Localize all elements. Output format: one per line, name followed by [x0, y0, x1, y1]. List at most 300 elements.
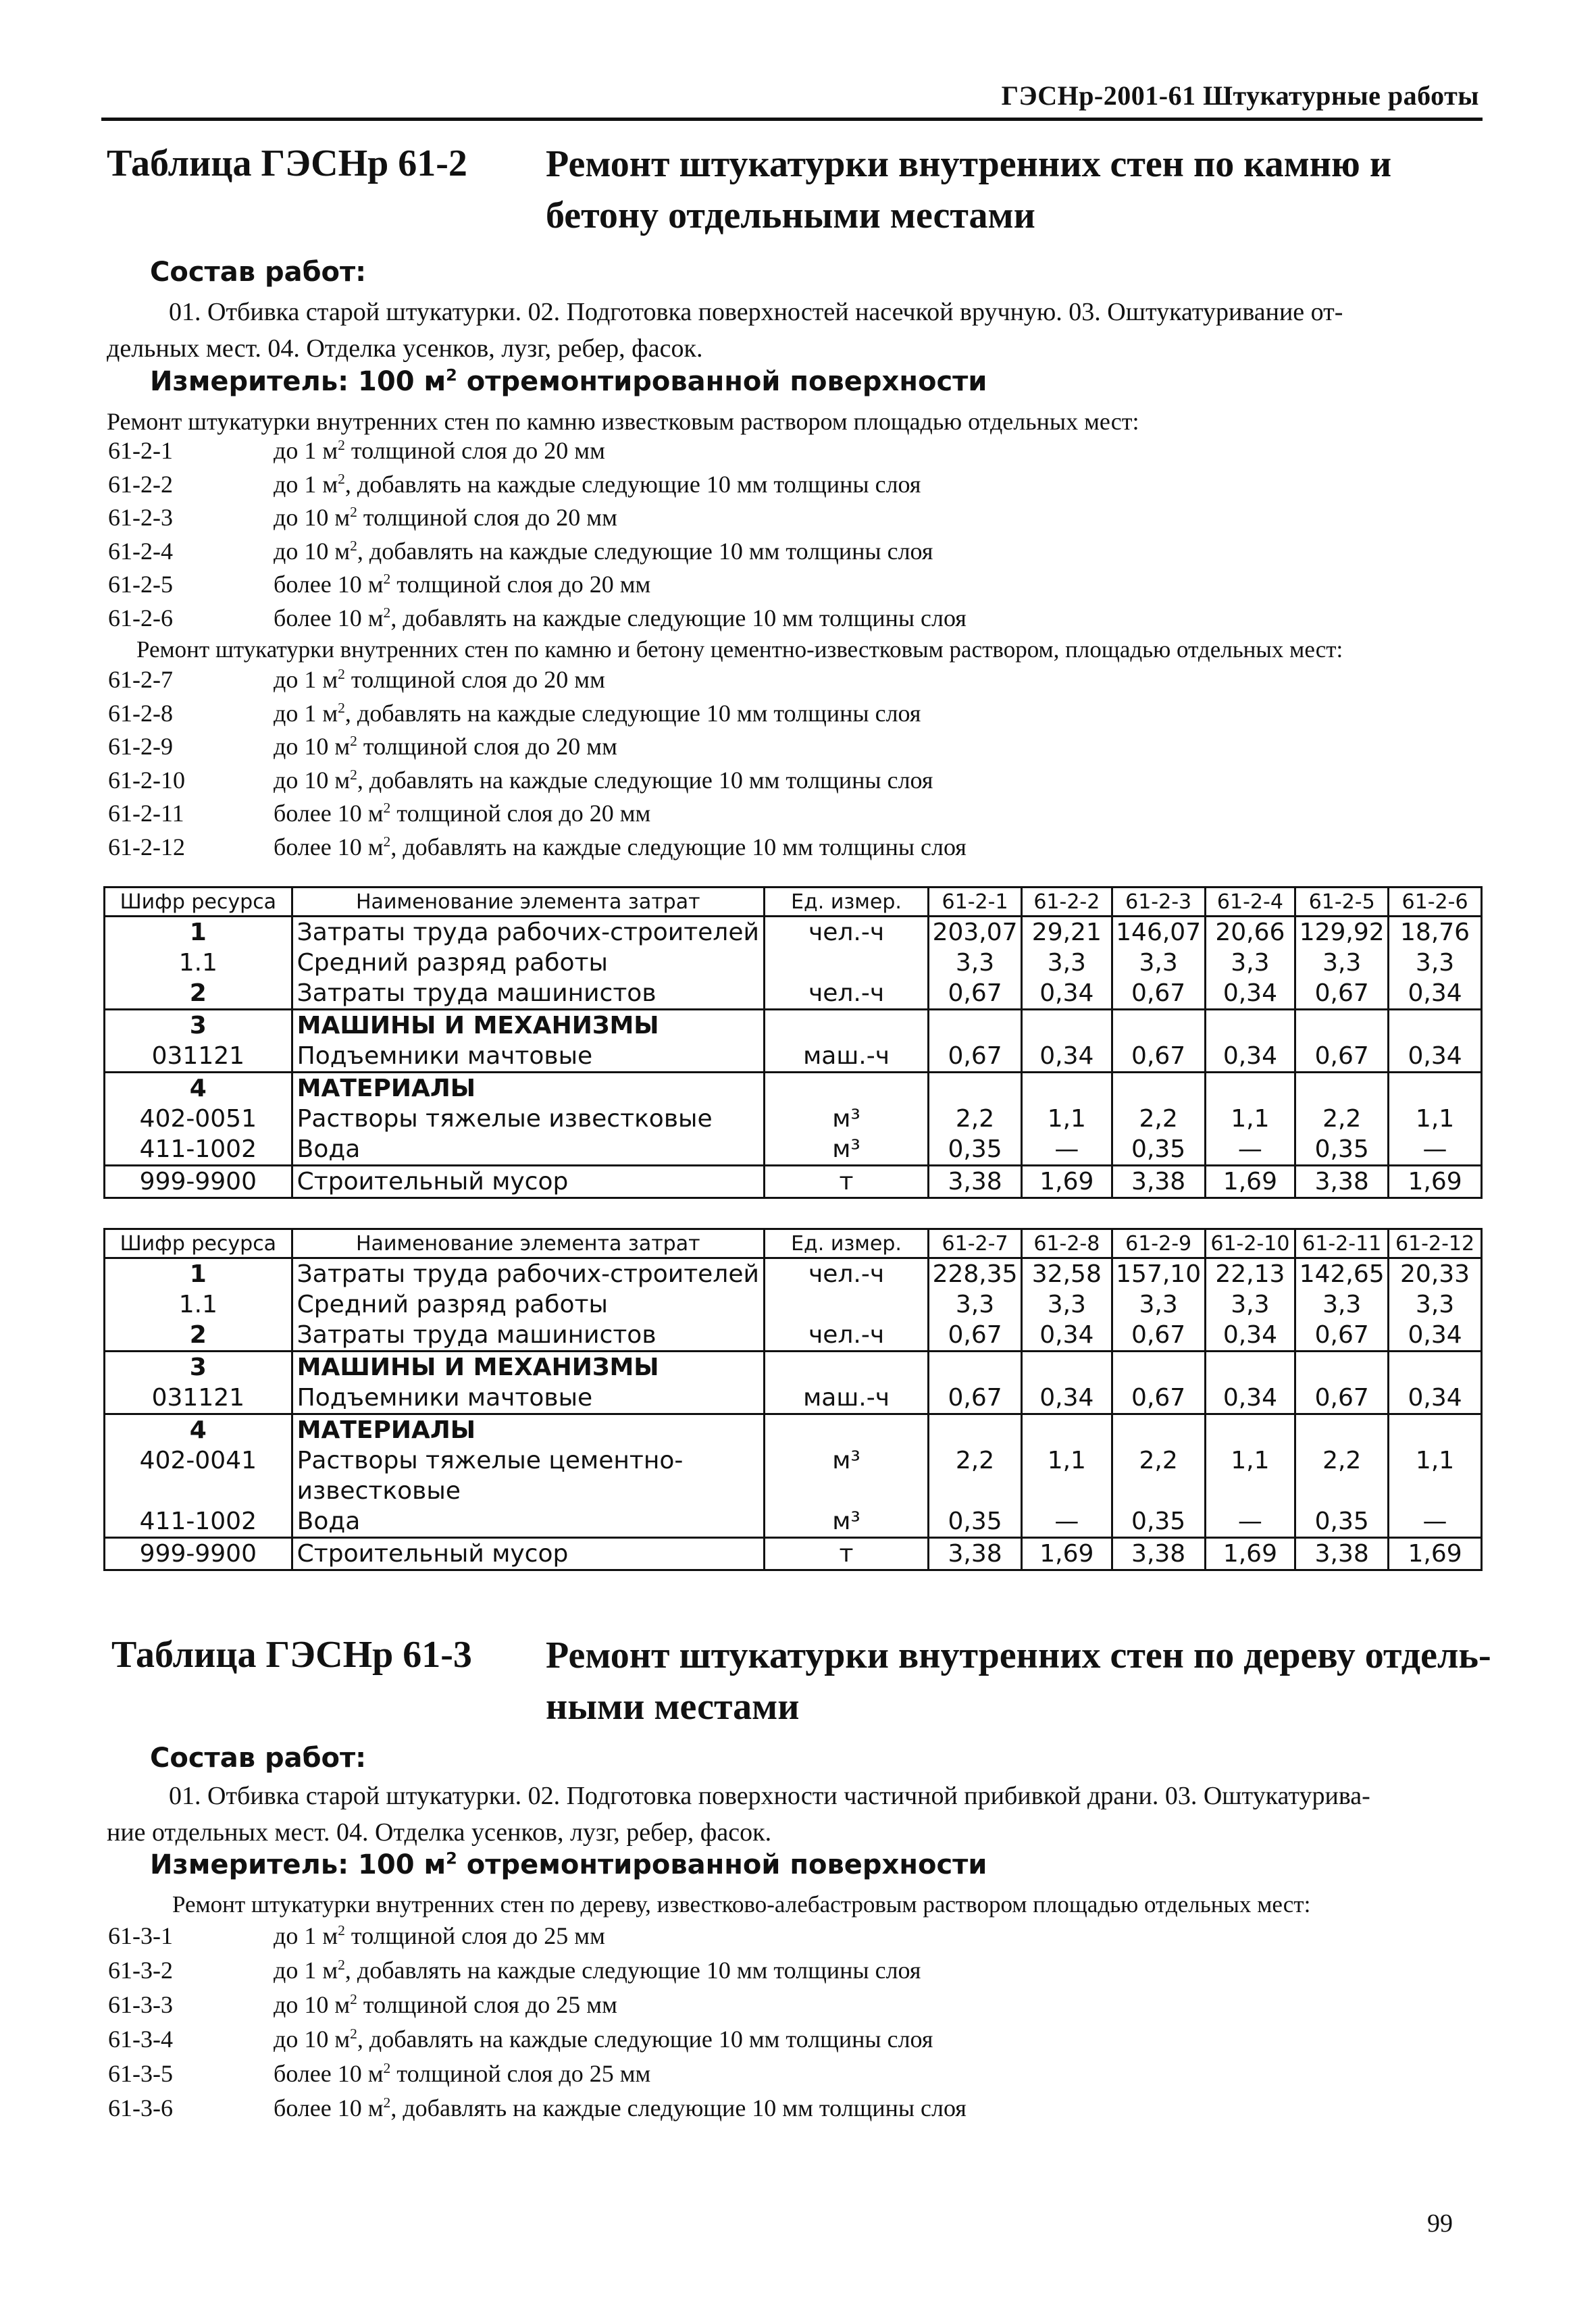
resource-value	[929, 1414, 1022, 1446]
item-description	[274, 799, 650, 827]
item-code: 61-2-1	[108, 437, 173, 464]
desc-suffix: толщиной слоя до 25 мм	[344, 1922, 605, 1949]
resource-value: 0,67	[1295, 1383, 1389, 1414]
column-header: 61-2-2	[1021, 888, 1112, 917]
desc-suffix: , добавлять на каждые следующие 10 мм толщины слоя	[390, 2094, 967, 2122]
item-description	[274, 1922, 605, 1950]
desc-prefix: до 10 м	[274, 537, 351, 565]
item-code: 61-2-2	[108, 470, 173, 498]
sup-2: 2	[350, 2026, 357, 2042]
resource-value: 1,1	[1205, 1104, 1295, 1134]
resource-value: 0,67	[929, 978, 1022, 1010]
resource-value	[1295, 1352, 1389, 1383]
item-description	[274, 570, 650, 598]
resource-value: 1,1	[1205, 1445, 1295, 1506]
resource-value	[1205, 1010, 1295, 1042]
resource-value: 1,1	[1021, 1104, 1112, 1134]
resource-value: 129,92	[1295, 917, 1389, 948]
resource-value: 2,2	[1295, 1445, 1389, 1506]
table-row	[105, 1010, 1482, 1042]
resource-unit	[764, 1010, 928, 1042]
header-rule	[101, 118, 1483, 121]
item-code: 61-2-6	[108, 604, 173, 632]
item-description	[274, 537, 933, 565]
resource-value: 0,34	[1205, 1320, 1295, 1352]
column-header: 61-2-8	[1021, 1229, 1112, 1258]
table-row	[105, 1445, 1482, 1506]
resource-value	[1112, 1073, 1205, 1104]
resource-code: 3	[105, 1010, 292, 1042]
resource-name: Растворы тяжелые цементно-известковые	[292, 1445, 764, 1506]
column-header: 61-2-4	[1205, 888, 1295, 917]
group2-list	[108, 665, 1391, 866]
desc-suffix: , добавлять на каждые следующие 10 мм толщины слоя	[344, 699, 921, 727]
resource-name: Вода	[292, 1506, 764, 1538]
resource-value	[1389, 1414, 1482, 1446]
group1-list	[108, 436, 1391, 637]
item-code: 61-2-3	[108, 504, 173, 531]
sup-2: 2	[350, 537, 357, 554]
list-item	[108, 503, 1391, 537]
resource-value	[1205, 1352, 1295, 1383]
resource-code: 031121	[105, 1041, 292, 1073]
works-text-61-3	[107, 1778, 1481, 1851]
resource-value	[1295, 1010, 1389, 1042]
item-code: 61-2-8	[108, 699, 173, 727]
group3-intro: Ремонт штукатурки внутренних стен по дереву, известково-алебастровым раствором площадью отдельных мест:	[172, 1891, 1311, 1918]
list-item	[108, 2094, 1391, 2128]
list-item	[108, 665, 1391, 699]
item-description	[274, 732, 617, 761]
resource-value: 2,2	[929, 1104, 1022, 1134]
resource-unit: чел.-ч	[764, 1320, 928, 1352]
resource-value: 0,34	[1205, 1041, 1295, 1073]
resource-value: 2,2	[929, 1445, 1022, 1506]
table-row	[105, 1320, 1482, 1352]
column-header: Шифр ресурса	[105, 888, 292, 917]
resource-value: 0,34	[1389, 1320, 1482, 1352]
resource-unit	[764, 1289, 928, 1320]
sup-2: 2	[338, 699, 345, 716]
desc-suffix: , добавлять на каждые следующие 10 мм толщины слоя	[390, 604, 967, 632]
desc-suffix: толщиной слоя до 25 мм	[390, 2060, 651, 2087]
table-row	[105, 1289, 1482, 1320]
sup-2: 2	[383, 604, 391, 621]
meter-suffix: отремонтированной поверхности	[457, 1849, 987, 1880]
sup-2: 2	[338, 437, 345, 453]
resource-unit: чел.-ч	[764, 1258, 928, 1290]
item-description	[274, 503, 617, 532]
desc-suffix: толщиной слоя до 20 мм	[357, 504, 617, 531]
list-item	[108, 1922, 1391, 1956]
column-header: 61-2-3	[1112, 888, 1205, 917]
resource-code: 2	[105, 1320, 292, 1352]
item-code: 61-2-10	[108, 766, 185, 794]
resource-code: 3	[105, 1352, 292, 1383]
resource-value	[1112, 1414, 1205, 1446]
table-row	[105, 1073, 1482, 1104]
resource-value: 0,34	[1021, 1320, 1112, 1352]
item-code: 61-3-4	[108, 2026, 173, 2053]
sup-2: 2	[338, 470, 345, 487]
resource-code: 1.1	[105, 1289, 292, 1320]
table-row	[105, 948, 1482, 978]
item-description	[274, 766, 933, 794]
resource-unit: маш.-ч	[764, 1041, 928, 1073]
resource-value: 1,1	[1389, 1104, 1482, 1134]
table-row	[105, 1383, 1482, 1414]
resource-unit: м³	[764, 1104, 928, 1134]
resource-value: —	[1021, 1506, 1112, 1538]
table-61-3-label: Таблица ГЭСНр 61-3	[111, 1634, 472, 1676]
list-item	[108, 2025, 1391, 2059]
list-item	[108, 470, 1391, 504]
resource-value: 0,34	[1021, 1041, 1112, 1073]
resource-code: 1	[105, 1258, 292, 1290]
desc-prefix: до 1 м	[274, 437, 338, 464]
table-row	[105, 1352, 1482, 1383]
resource-name: Строительный мусор	[292, 1538, 764, 1570]
table-61-2-title-line2: бетону отдельными местами	[546, 195, 1035, 236]
resource-value: 157,10	[1112, 1258, 1205, 1290]
item-description	[274, 2059, 650, 2088]
item-description	[274, 833, 967, 861]
item-code: 61-3-2	[108, 1957, 173, 1984]
list-item	[108, 570, 1391, 604]
sup-2: 2	[383, 2094, 391, 2111]
resource-unit	[764, 1352, 928, 1383]
item-code: 61-3-1	[108, 1922, 173, 1949]
item-description	[274, 604, 967, 632]
resource-value: 0,35	[929, 1134, 1022, 1166]
resource-name: Вода	[292, 1134, 764, 1166]
resource-code: 4	[105, 1414, 292, 1446]
meter-61-2	[150, 366, 987, 397]
column-header: 61-2-11	[1295, 1229, 1389, 1258]
resource-value: 3,3	[1205, 948, 1295, 978]
resource-value: 142,65	[1295, 1258, 1389, 1290]
table-row	[105, 978, 1482, 1010]
sup-2: 2	[446, 1849, 457, 1868]
running-header: ГЭСНр-2001-61 Штукатурные работы	[1001, 80, 1479, 111]
desc-prefix: до 10 м	[274, 2026, 351, 2053]
resource-value: 0,67	[1112, 1320, 1205, 1352]
table-header-row	[105, 888, 1482, 917]
works-line1: 01. Отбивка старой штукатурки. 02. Подготовка поверхностей насечкой вручную. 03. Оштукатуривание от-	[169, 298, 1343, 326]
desc-prefix: до 1 м	[274, 470, 338, 498]
resource-value: 3,3	[1389, 948, 1482, 978]
resource-name: Средний разряд работы	[292, 1289, 764, 1320]
table-row	[105, 917, 1482, 948]
resource-value: 0,34	[1389, 978, 1482, 1010]
resource-code: 1.1	[105, 948, 292, 978]
item-description	[274, 436, 605, 465]
table-row	[105, 1166, 1482, 1198]
resource-name: Затраты труда рабочих-строителей	[292, 1258, 764, 1290]
item-description	[274, 1990, 617, 2019]
resource-value: —	[1021, 1134, 1112, 1166]
desc-suffix: , добавлять на каждые следующие 10 мм толщины слоя	[344, 470, 921, 498]
resource-value	[929, 1073, 1022, 1104]
sup-2: 2	[338, 1957, 345, 1973]
list-item	[108, 1990, 1391, 2025]
desc-prefix: до 10 м	[274, 1991, 351, 2018]
resource-value: 3,3	[1021, 1289, 1112, 1320]
item-description	[274, 699, 921, 727]
resource-unit: м³	[764, 1506, 928, 1538]
desc-prefix: до 1 м	[274, 699, 338, 727]
resource-value	[1389, 1352, 1482, 1383]
resource-value: 1,69	[1021, 1166, 1112, 1198]
resource-value: 0,34	[1205, 1383, 1295, 1414]
desc-suffix: , добавлять на каждые следующие 10 мм толщины слоя	[357, 766, 933, 794]
resource-unit	[764, 1414, 928, 1446]
desc-prefix: более 10 м	[274, 800, 384, 827]
works-heading-61-3: Состав работ:	[150, 1743, 367, 1774]
resource-name: МАШИНЫ И МЕХАНИЗМЫ	[292, 1010, 764, 1042]
resource-code: 411-1002	[105, 1134, 292, 1166]
resource-value: 0,67	[929, 1041, 1022, 1073]
resource-value	[1021, 1073, 1112, 1104]
resource-value	[1021, 1010, 1112, 1042]
page-number: 99	[1427, 2209, 1453, 2238]
resource-value	[1389, 1010, 1482, 1042]
works-heading-61-2: Состав работ:	[150, 257, 367, 288]
resource-value: 29,21	[1021, 917, 1112, 948]
resource-value: 228,35	[929, 1258, 1022, 1290]
list-item	[108, 604, 1391, 638]
resource-value: —	[1205, 1506, 1295, 1538]
column-header: 61-2-6	[1389, 888, 1482, 917]
column-header: 61-2-5	[1295, 888, 1389, 917]
resource-code: 1	[105, 917, 292, 948]
resource-value: 1,69	[1205, 1166, 1295, 1198]
group1-intro: Ремонт штукатурки внутренних стен по камню известковым раствором площадью отдельных мест:	[107, 408, 1139, 435]
column-header: Наименование элемента затрат	[292, 888, 764, 917]
resource-name: Подъемники мачтовые	[292, 1041, 764, 1073]
resource-unit: м³	[764, 1134, 928, 1166]
desc-prefix: до 10 м	[274, 733, 351, 760]
column-header: Наименование элемента затрат	[292, 1229, 764, 1258]
resource-value: 3,3	[1112, 1289, 1205, 1320]
resource-code: 411-1002	[105, 1506, 292, 1538]
resource-unit: т	[764, 1166, 928, 1198]
resource-value	[1295, 1414, 1389, 1446]
column-header: 61-2-1	[929, 888, 1022, 917]
column-header: 61-2-10	[1205, 1229, 1295, 1258]
table-header-row	[105, 1229, 1482, 1258]
column-header: 61-2-12	[1389, 1229, 1482, 1258]
resource-code: 031121	[105, 1383, 292, 1414]
resource-value: 0,67	[1295, 1320, 1389, 1352]
resource-value	[929, 1010, 1022, 1042]
group3-list	[108, 1922, 1391, 2128]
resource-code: 999-9900	[105, 1166, 292, 1198]
resource-value: 20,33	[1389, 1258, 1482, 1290]
list-item	[108, 799, 1391, 833]
group2-intro: Ремонт штукатурки внутренних стен по камню и бетону цементно-известковым раствором, площадью отдельных мест:	[136, 636, 1343, 663]
table-61-2-title	[546, 138, 1491, 241]
item-code: 61-2-5	[108, 571, 173, 598]
resource-value: 3,38	[1112, 1166, 1205, 1198]
works-line1: 01. Отбивка старой штукатурки. 02. Подготовка поверхности частичной прибивкой драни. 03. Оштукатурива-	[169, 1782, 1370, 1810]
resource-value	[1021, 1414, 1112, 1446]
column-header: Ед. измер.	[764, 888, 928, 917]
table-61-3-title-line1: Ремонт штукатурки внутренних стен по дереву отдель-	[546, 1635, 1491, 1676]
resource-value: 0,67	[1112, 978, 1205, 1010]
resource-value	[1205, 1073, 1295, 1104]
resource-value: 1,69	[1021, 1538, 1112, 1570]
sup-2: 2	[383, 800, 391, 816]
sup-2: 2	[350, 1991, 357, 2007]
resource-value: 0,67	[1112, 1383, 1205, 1414]
resource-value: 3,38	[1295, 1166, 1389, 1198]
resource-value: 1,1	[1389, 1445, 1482, 1506]
item-description	[274, 665, 605, 694]
resource-value: 0,34	[1389, 1041, 1482, 1073]
resource-name: Подъемники мачтовые	[292, 1383, 764, 1414]
list-item	[108, 833, 1391, 867]
resource-value: 20,66	[1205, 917, 1295, 948]
sup-2: 2	[350, 766, 357, 783]
resource-value: 1,69	[1389, 1166, 1482, 1198]
resource-name: Средний разряд работы	[292, 948, 764, 978]
resource-table-61-2-1-to-6	[103, 886, 1483, 1199]
list-item	[108, 2059, 1391, 2094]
resource-value	[1112, 1010, 1205, 1042]
sup-2: 2	[446, 365, 457, 385]
desc-suffix: толщиной слоя до 20 мм	[344, 437, 605, 464]
resource-code: 999-9900	[105, 1538, 292, 1570]
resource-value: —	[1389, 1506, 1482, 1538]
resource-value: 203,07	[929, 917, 1022, 948]
resource-value	[1295, 1073, 1389, 1104]
column-header: 61-2-9	[1112, 1229, 1205, 1258]
resource-value: 0,34	[1021, 1383, 1112, 1414]
meter-suffix: отремонтированной поверхности	[457, 366, 987, 397]
resource-value: 2,2	[1112, 1104, 1205, 1134]
resource-value: 2,2	[1112, 1445, 1205, 1506]
resource-value: 0,35	[1295, 1134, 1389, 1166]
desc-prefix: более 10 м	[274, 571, 384, 598]
resource-name: Затраты труда рабочих-строителей	[292, 917, 764, 948]
resource-value: 3,3	[929, 948, 1022, 978]
resource-value: 3,3	[1021, 948, 1112, 978]
resource-name: Затраты труда машинистов	[292, 978, 764, 1010]
table-61-2-label: Таблица ГЭСНр 61-2	[107, 143, 467, 184]
item-description	[274, 2094, 967, 2122]
resource-value: 1,69	[1389, 1538, 1482, 1570]
resource-code: 4	[105, 1073, 292, 1104]
resource-name: Растворы тяжелые известковые	[292, 1104, 764, 1134]
resource-value: 0,34	[1021, 978, 1112, 1010]
sup-2: 2	[383, 2060, 391, 2076]
table-row	[105, 1041, 1482, 1073]
resource-value: 3,3	[1205, 1289, 1295, 1320]
item-code: 61-3-3	[108, 1991, 173, 2018]
table-row	[105, 1134, 1482, 1166]
resource-name: МАТЕРИАЛЫ	[292, 1414, 764, 1446]
column-header: Шифр ресурса	[105, 1229, 292, 1258]
table-row	[105, 1506, 1482, 1538]
resource-unit: маш.-ч	[764, 1383, 928, 1414]
resource-value: 32,58	[1021, 1258, 1112, 1290]
resource-value: 0,67	[929, 1320, 1022, 1352]
list-item	[108, 766, 1391, 800]
table-row	[105, 1258, 1482, 1290]
resource-value: 22,13	[1205, 1258, 1295, 1290]
resource-value	[929, 1352, 1022, 1383]
resource-value: 1,69	[1205, 1538, 1295, 1570]
item-description	[274, 2025, 933, 2053]
desc-prefix: до 10 м	[274, 766, 351, 794]
sup-2: 2	[350, 504, 357, 520]
resource-value: 0,67	[1112, 1041, 1205, 1073]
resource-value	[1205, 1414, 1295, 1446]
item-code: 61-3-6	[108, 2094, 173, 2122]
resource-value: 146,07	[1112, 917, 1205, 948]
table-row	[105, 1538, 1482, 1570]
desc-prefix: более 10 м	[274, 2060, 384, 2087]
works-line2: дельных мест. 04. Отделка усенков, лузг, ребер, фасок.	[107, 334, 703, 363]
resource-value: 3,38	[1112, 1538, 1205, 1570]
resource-value: 3,38	[929, 1166, 1022, 1198]
resource-value: 0,67	[929, 1383, 1022, 1414]
desc-suffix: толщиной слоя до 20 мм	[390, 571, 651, 598]
sup-2: 2	[383, 571, 391, 587]
resource-unit: чел.-ч	[764, 978, 928, 1010]
desc-prefix: более 10 м	[274, 2094, 384, 2122]
resource-value: 3,3	[1389, 1289, 1482, 1320]
desc-suffix: толщиной слоя до 25 мм	[357, 1991, 617, 2018]
desc-prefix: до 1 м	[274, 1957, 338, 1984]
table-61-2-title-line1: Ремонт штукатурки внутренних стен по камню и	[546, 143, 1392, 185]
resource-unit: чел.-ч	[764, 917, 928, 948]
resource-code: 2	[105, 978, 292, 1010]
sup-2: 2	[338, 1922, 345, 1938]
resource-value: 3,3	[1295, 948, 1389, 978]
resource-unit: т	[764, 1538, 928, 1570]
list-item	[108, 436, 1391, 470]
works-line2: ние отдельных мест. 04. Отделка усенков, лузг, ребер, фасок.	[107, 1818, 772, 1847]
desc-prefix: до 10 м	[274, 504, 351, 531]
resource-code: 402-0041	[105, 1445, 292, 1506]
list-item	[108, 537, 1391, 571]
meter-61-3	[150, 1849, 987, 1880]
resource-unit: м³	[764, 1445, 928, 1506]
item-code: 61-3-5	[108, 2060, 173, 2087]
resource-unit	[764, 948, 928, 978]
table-row	[105, 1104, 1482, 1134]
resource-value: 3,3	[1295, 1289, 1389, 1320]
resource-name: МАШИНЫ И МЕХАНИЗМЫ	[292, 1352, 764, 1383]
resource-value: 0,35	[929, 1506, 1022, 1538]
table-row	[105, 1414, 1482, 1446]
column-header: 61-2-7	[929, 1229, 1022, 1258]
resource-value: 0,67	[1295, 1041, 1389, 1073]
sup-2: 2	[338, 666, 345, 682]
resource-value: 3,38	[929, 1538, 1022, 1570]
resource-code: 402-0051	[105, 1104, 292, 1134]
list-item	[108, 699, 1391, 733]
desc-suffix: толщиной слоя до 20 мм	[357, 733, 617, 760]
desc-prefix: до 1 м	[274, 666, 338, 693]
resource-value: 0,35	[1295, 1506, 1389, 1538]
table-61-3-title	[546, 1630, 1491, 1732]
resource-value: 18,76	[1389, 917, 1482, 948]
meter-prefix: Измеритель: 100 м	[150, 1849, 446, 1880]
sup-2: 2	[383, 833, 391, 850]
